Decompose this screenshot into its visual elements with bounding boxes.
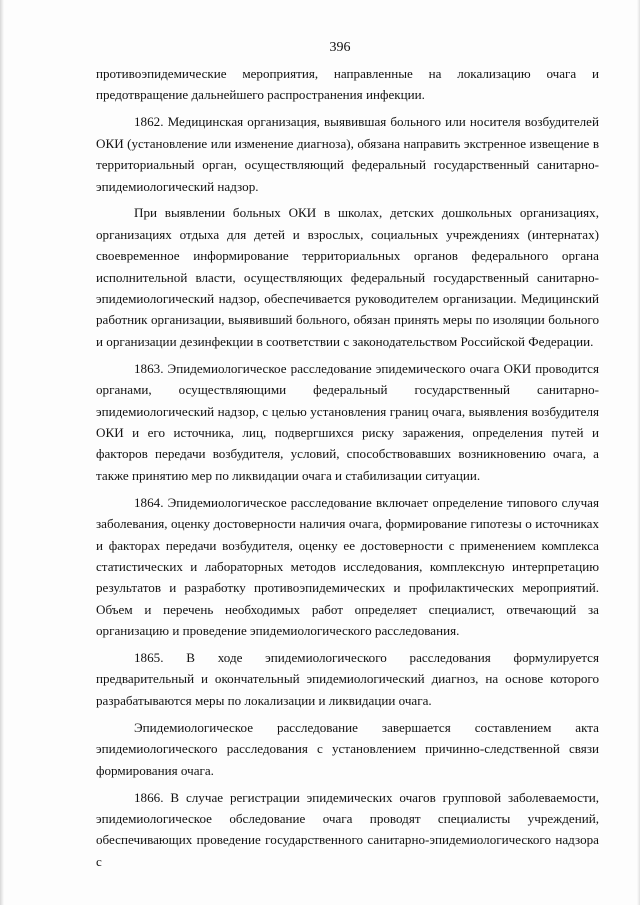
document-body xyxy=(96,63,599,878)
paragraph-1862: 1862. Медицинская организация, выявившая больного или носителя возбудителей ОКИ (установление или изменение диагноза), обязана направить экстренное извещение в территориальный орган, осуществляющий федеральный государственный санитарно-эпидемиологический надзор. xyxy=(96,114,599,194)
paragraph-continuation: противоэпидемические мероприятия, направленные на локализацию очага и предотвращение дальнейшего распространения инфекции. xyxy=(96,66,599,103)
paragraph-1865: 1865. В ходе эпидемиологического расследования формулируется предварительный и окончательный эпидемиологический диагноз, на основе которого разрабатываются меры по локализации и ликвидации очага. xyxy=(96,650,599,708)
scan-edge-left xyxy=(0,0,4,905)
paragraph-1862-schools: При выявлении больных ОКИ в школах, детских дошкольных организациях, организациях отдыха для детей и взрослых, социальных учреждениях (интернатах) своевременное информирование территориальных органов федерального органа исполнительной власти, осуществляющих федеральный государственный санитарно-эпидемиологический надзор, обеспечивается руководителем организации. Медицинский работник организации, выявивший больного, обязан принять меры по изоляции больного и организации дезинфекции в соответствии с законодательством Российской Федерации. xyxy=(96,205,599,349)
paragraph-1866: 1866. В случае регистрации эпидемических очагов групповой заболеваемости, эпидемиологическое обследование очага проводят специалисты учреждений, обеспечивающих проведение государственного санитарно-эпидемиологического надзора с xyxy=(96,789,599,869)
paragraph-1865-completion: Эпидемиологическое расследование завершается составлением акта эпидемиологического расследования с установлением причинно-следственной связи формирования очага. xyxy=(96,719,599,778)
page-number: 396 xyxy=(329,40,351,55)
paragraph-1864: 1864. Эпидемиологическое расследование включает определение типового случая заболевания, оценку достоверности наличия очага, формирование гипотезы о источниках и факторах передачи возбудителя, оценку ее достоверности с применением комплекса статистических и лабораторных методов исследования, комплексную интерпретацию результатов и разработку противоэпидемических и профилактических мероприятий. Объем и перечень необходимых работ определяет специалист, отвечающий за организацию и проведение эпидемиологического расследования. xyxy=(96,494,599,639)
paragraph-1863: 1863. Эпидемиологическое расследование эпидемического очага ОКИ проводится органами, осуществляющими федеральный государственный санитарно-эпидемиологический надзор, с целью установления границ очага, выявления возбудителя ОКИ и его источника, лиц, подвергшихся риску заражения, определения путей и факторов передачи возбудителя, условий, способствовавших возникновению очага, а также принятию мер по ликвидации очага и стабилизации ситуации. xyxy=(96,360,599,483)
